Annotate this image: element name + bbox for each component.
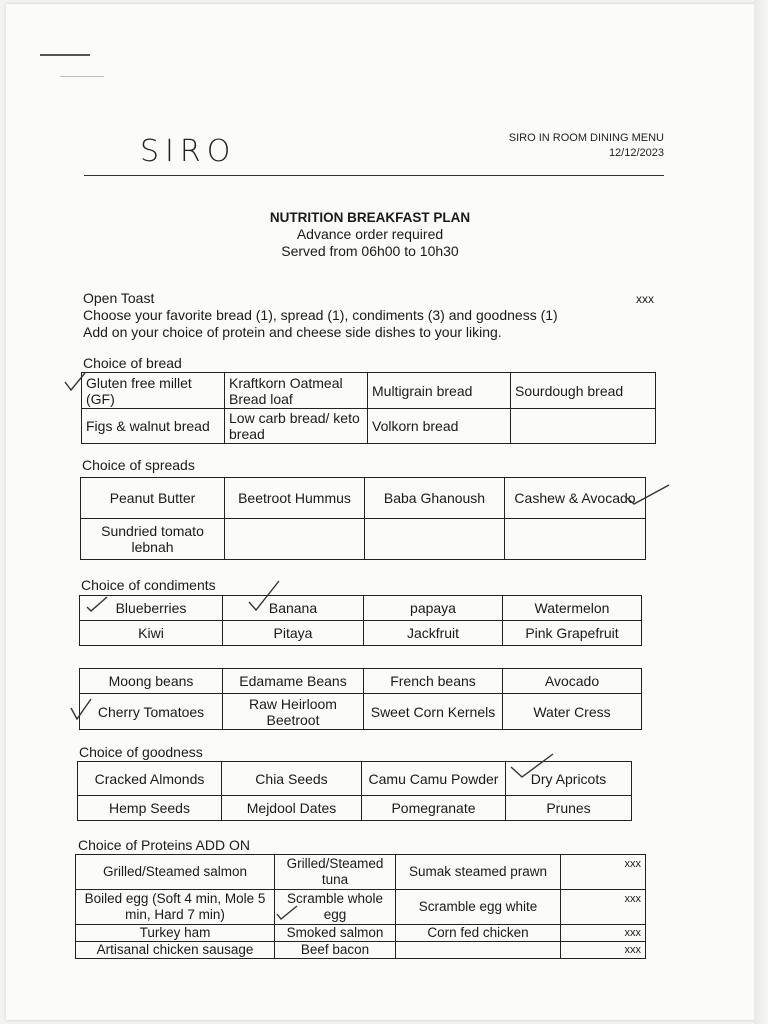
bread-option[interactable]: Volkorn bread — [368, 409, 511, 444]
protein-price: xxx — [561, 890, 646, 925]
protein-price: xxx — [561, 855, 646, 890]
table-row — [82, 373, 656, 409]
condiment-option[interactable]: Pink Grapefruit — [503, 621, 642, 646]
condiment-option[interactable]: Moong beans — [80, 669, 223, 694]
bread-option[interactable]: Gluten free millet (GF) — [82, 373, 225, 409]
paper-stack-edge — [754, 0, 768, 1024]
spread-option[interactable]: Peanut Butter — [81, 478, 225, 519]
goodness-option[interactable]: Hemp Seeds — [78, 796, 222, 821]
condiment-option[interactable]: French beans — [364, 669, 503, 694]
bread-option[interactable]: Multigrain bread — [368, 373, 511, 409]
handwritten-checkmark-icon — [64, 372, 86, 392]
bread-section-label: Choice of bread — [83, 355, 182, 371]
goodness-option[interactable]: Camu Camu Powder — [362, 762, 506, 796]
spread-option[interactable]: Baba Ghanoush — [365, 478, 505, 519]
table-row — [76, 925, 646, 942]
protein-option[interactable]: Smoked salmon — [275, 925, 396, 942]
spread-option[interactable]: Beetroot Hummus — [225, 478, 365, 519]
subtitle-serving-hours: Served from 06h00 to 10h30 — [281, 243, 459, 259]
goodness-option[interactable]: Pomegranate — [362, 796, 506, 821]
spread-option[interactable] — [365, 519, 505, 560]
protein-option[interactable]: Sumak steamed prawn — [396, 855, 561, 890]
protein-option[interactable]: Grilled/Steamed salmon — [76, 855, 275, 890]
intro-addon-note: Add on your choice of protein and cheese side dishes to your liking. — [83, 324, 502, 340]
intro-instructions: Choose your favorite bread (1), spread (1), condiments (3) and goodness (1) — [83, 307, 558, 323]
condiment-option[interactable]: Sweet Corn Kernels — [364, 694, 503, 730]
table-row — [80, 694, 642, 730]
table-row — [81, 478, 646, 519]
protein-option[interactable]: Boiled egg (Soft 4 min, Mole 5 min, Hard 7 min) — [76, 890, 275, 925]
handwritten-checkmark-icon — [248, 580, 280, 612]
spreads-table — [80, 477, 646, 560]
subtitle-advance-order: Advance order required — [296, 226, 444, 242]
pen-mark-faint — [60, 76, 104, 77]
bread-option[interactable]: Figs & walnut bread — [82, 409, 225, 444]
condiment-option[interactable]: papaya — [364, 596, 503, 621]
goodness-option[interactable]: Cracked Almonds — [78, 762, 222, 796]
dish-price: xxx — [636, 292, 654, 306]
protein-option[interactable]: Corn fed chicken — [396, 925, 561, 942]
handwritten-checkmark-icon — [86, 596, 108, 612]
condiment-option[interactable]: Banana — [223, 596, 364, 621]
bread-option[interactable]: Kraftkorn Oatmeal Bread loaf — [225, 373, 368, 409]
spread-option[interactable] — [225, 519, 365, 560]
protein-option[interactable]: Turkey ham — [76, 925, 275, 942]
table-row — [81, 519, 646, 560]
condiment-option[interactable]: Edamame Beans — [223, 669, 364, 694]
condiment-option[interactable]: Water Cress — [503, 694, 642, 730]
protein-price: xxx — [561, 942, 646, 959]
title-block — [0, 209, 740, 260]
spread-option[interactable]: Sundried tomato lebnah — [81, 519, 225, 560]
condiment-option[interactable]: Jackfruit — [364, 621, 503, 646]
intro-block — [83, 290, 663, 341]
protein-price: xxx — [561, 925, 646, 942]
condiment-option[interactable]: Blueberries — [80, 596, 223, 621]
pen-mark — [40, 54, 90, 56]
condiment-option[interactable]: Pitaya — [223, 621, 364, 646]
protein-option[interactable]: Scramble egg white — [396, 890, 561, 925]
condiment-option[interactable]: Watermelon — [503, 596, 642, 621]
table-row — [80, 669, 642, 694]
header-divider — [84, 175, 664, 176]
siro-logo: SIRO — [140, 134, 237, 169]
table-row — [76, 942, 646, 959]
menu-date: 12/12/2023 — [608, 147, 664, 159]
spread-option[interactable]: Cashew & Avocado — [505, 478, 646, 519]
bread-option[interactable]: Low carb bread/ keto bread — [225, 409, 368, 444]
table-row — [80, 621, 642, 646]
condiments-table-fruits — [79, 595, 642, 646]
goodness-option[interactable]: Mejdool Dates — [222, 796, 362, 821]
protein-option[interactable]: Beef bacon — [275, 942, 396, 959]
goodness-section-label: Choice of goodness — [79, 744, 203, 760]
menu-header — [509, 131, 664, 161]
handwritten-checkmark-icon — [626, 484, 670, 506]
proteins-section-label: Choice of Proteins ADD ON — [78, 837, 250, 853]
condiments-table-vegetables — [79, 668, 642, 730]
goodness-option[interactable]: Chia Seeds — [222, 762, 362, 796]
page-title: NUTRITION BREAKFAST PLAN — [269, 210, 471, 225]
handwritten-checkmark-icon — [276, 898, 298, 920]
menu-title: SIRO IN ROOM DINING MENU — [508, 132, 664, 144]
protein-option[interactable] — [396, 942, 561, 959]
table-row — [76, 855, 646, 890]
goodness-option[interactable]: Prunes — [506, 796, 632, 821]
proteins-table — [75, 854, 646, 959]
condiment-option[interactable]: Avocado — [503, 669, 642, 694]
handwritten-checkmark-icon — [70, 698, 92, 720]
condiments-section-label: Choice of condiments — [81, 577, 216, 593]
handwritten-checkmark-icon — [510, 753, 554, 779]
condiment-option[interactable]: Raw Heirloom Beetroot — [223, 694, 364, 730]
protein-option[interactable]: Grilled/Steamed tuna — [275, 855, 396, 890]
table-row — [80, 596, 642, 621]
table-row — [82, 409, 656, 444]
spread-option[interactable] — [505, 519, 646, 560]
table-row — [76, 890, 646, 925]
bread-table — [81, 372, 656, 444]
condiment-option[interactable]: Kiwi — [80, 621, 223, 646]
protein-option[interactable]: Scramble whole egg — [275, 890, 396, 925]
spreads-section-label: Choice of spreads — [82, 457, 195, 473]
bread-option[interactable] — [511, 409, 656, 444]
table-row — [78, 796, 632, 821]
bread-option[interactable]: Sourdough bread — [511, 373, 656, 409]
protein-option[interactable]: Artisanal chicken sausage — [76, 942, 275, 959]
goodness-option[interactable]: Dry Apricots — [506, 762, 632, 796]
condiment-option[interactable]: Cherry Tomatoes — [80, 694, 223, 730]
dish-name: Open Toast — [83, 290, 155, 306]
